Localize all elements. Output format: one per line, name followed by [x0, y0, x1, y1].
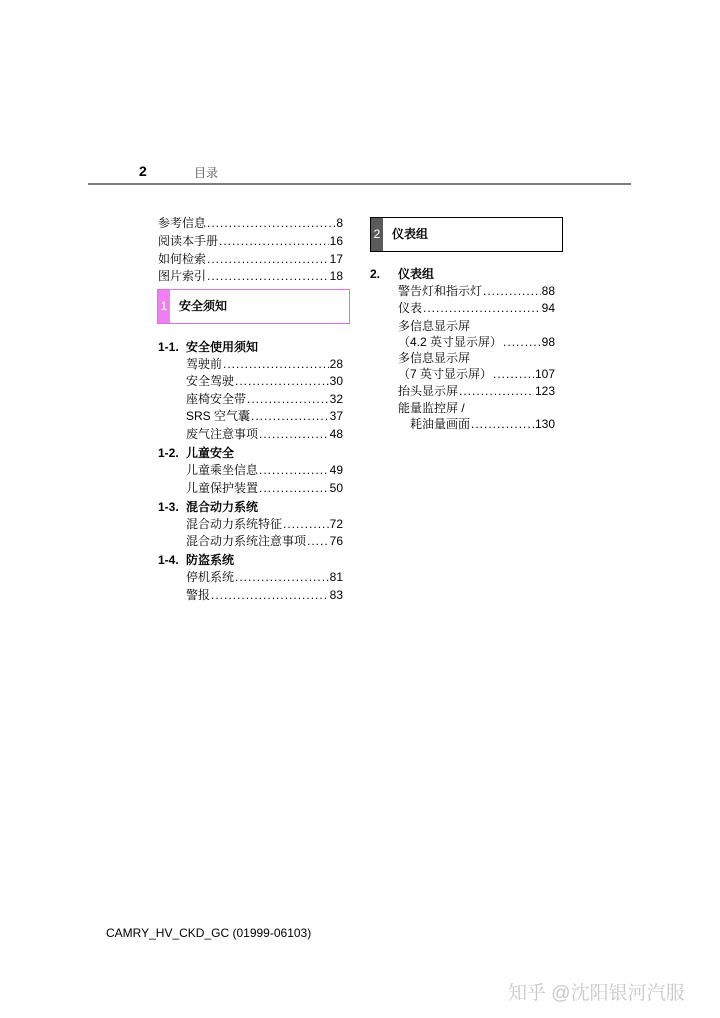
toc-entry[interactable] [398, 383, 555, 399]
leader-dots [219, 233, 329, 249]
section-number: 2. [370, 267, 381, 281]
toc-entry[interactable] [186, 426, 343, 442]
toc-entry-page: 94 [541, 301, 555, 315]
toc-entry[interactable] [186, 356, 343, 372]
leader-dots [307, 533, 329, 549]
leader-dots [207, 268, 329, 284]
toc-entry-page: 72 [329, 517, 343, 531]
toc-entry-page: 16 [329, 234, 343, 248]
section-number: 1-2. [158, 446, 179, 460]
page-number: 2 [139, 163, 147, 179]
section-title: 儿童安全 [186, 446, 235, 460]
toc-entry[interactable] [186, 569, 343, 585]
toc-entry-label: 儿童乘坐信息 [186, 463, 259, 477]
toc-entry-label: 仪表 [398, 301, 423, 315]
leader-dots [493, 366, 534, 382]
section-heading-1-3[interactable] [158, 499, 258, 515]
leader-dots [207, 215, 335, 231]
chapter-2-tab: 2 [371, 218, 383, 251]
toc-entry-label: （7 英寸显示屏） [398, 367, 493, 381]
toc-entry-page: 30 [329, 374, 343, 388]
toc-entry-reference[interactable] [158, 215, 343, 231]
toc-entry-page: 49 [329, 463, 343, 477]
section-number: 1-3. [158, 500, 179, 514]
toc-entry-reading[interactable] [158, 233, 343, 249]
toc-entry-page: 17 [329, 252, 343, 266]
toc-entry[interactable] [410, 416, 555, 432]
toc-entry-page: 32 [329, 392, 343, 406]
toc-entry[interactable] [186, 373, 343, 389]
section-heading-1-1[interactable] [158, 339, 258, 355]
toc-entry[interactable] [398, 366, 555, 382]
leader-dots [423, 300, 541, 316]
toc-entry[interactable] [186, 408, 343, 424]
toc-entry-label: 座椅安全带 [186, 392, 247, 406]
section-heading-1-4[interactable] [158, 552, 234, 568]
toc-entry[interactable] [186, 533, 343, 549]
leader-dots [471, 416, 534, 432]
toc-entry-label: 警报 [186, 588, 211, 602]
leader-dots [483, 283, 541, 299]
leader-dots [223, 356, 329, 372]
toc-entry[interactable] [398, 300, 555, 316]
toc-entry-label: 抬头显示屏 [398, 384, 459, 398]
toc-entry-label: 驾驶前 [186, 357, 223, 371]
chapter-2-title: 仪表组 [392, 227, 429, 241]
section-number: 1-1. [158, 340, 179, 354]
toc-entry-page: 83 [329, 588, 343, 602]
toc-entry-label: 儿童保护装置 [186, 481, 259, 495]
toc-entry-label: 混合动力系统注意事项 [186, 534, 307, 548]
section-heading-1-2[interactable] [158, 445, 234, 461]
toc-entry-page: 37 [329, 409, 343, 423]
toc-entry-label: 警告灯和指示灯 [398, 284, 483, 298]
page-header-title: 目录 [194, 166, 219, 180]
leader-dots [235, 569, 329, 585]
toc-entry-label: （4.2 英寸显示屏） [398, 335, 503, 349]
toc-entry-label-line1: 多信息显示屏 [398, 351, 471, 365]
leader-dots [459, 383, 534, 399]
toc-entry-page: 28 [329, 357, 343, 371]
toc-entry-label: 阅读本手册 [158, 234, 219, 248]
toc-entry-label: 图片索引 [158, 269, 207, 283]
section-title: 防盗系统 [186, 553, 235, 567]
toc-entry-label-line1: 能量监控屏 / [398, 401, 465, 415]
chapter-2-box[interactable] [370, 217, 563, 252]
toc-entry-page: 18 [329, 269, 343, 283]
chapter-1-tab: 1 [158, 290, 170, 323]
watermark-text: 知乎 @沈阳银河汽服 [508, 983, 685, 1004]
leader-dots [283, 516, 329, 532]
toc-entry-page: 88 [541, 284, 555, 298]
toc-entry[interactable] [398, 334, 555, 350]
toc-entry-label: 停机系统 [186, 570, 235, 584]
section-title: 混合动力系统 [186, 500, 259, 514]
toc-entry-label: 废气注意事项 [186, 427, 259, 441]
toc-entry-label: 安全驾驶 [186, 374, 235, 388]
toc-entry[interactable] [186, 587, 343, 603]
toc-entry-page: 107 [534, 367, 555, 381]
toc-entry-page: 98 [541, 335, 555, 349]
toc-entry-label: 耗油量画面 [410, 417, 471, 431]
toc-entry-search[interactable] [158, 251, 343, 267]
toc-entry-page: 50 [329, 481, 343, 495]
header-rule [88, 183, 631, 185]
leader-dots [207, 251, 329, 267]
toc-entry-page: 123 [534, 384, 555, 398]
leader-dots [259, 462, 329, 478]
toc-entry[interactable] [186, 462, 343, 478]
leader-dots [247, 391, 329, 407]
toc-entry[interactable] [186, 516, 343, 532]
toc-entry-page: 48 [329, 427, 343, 441]
toc-entry-label: 参考信息 [158, 216, 207, 230]
toc-entry-picture-index[interactable] [158, 268, 343, 284]
toc-entry-label: 混合动力系统特征 [186, 517, 283, 531]
toc-entry-page: 81 [329, 570, 343, 584]
section-title: 仪表组 [398, 267, 435, 281]
toc-entry-page: 130 [534, 417, 555, 431]
chapter-1-box[interactable] [157, 289, 350, 324]
section-heading-2[interactable] [370, 266, 434, 282]
leader-dots [211, 587, 329, 603]
toc-entry-label-line1: 多信息显示屏 [398, 319, 471, 333]
toc-entry[interactable] [186, 480, 343, 496]
leader-dots [235, 373, 329, 389]
leader-dots [503, 334, 541, 350]
footer-document-code: CAMRY_HV_CKD_GC (01999-06103) [106, 926, 312, 940]
toc-entry-page: 76 [329, 534, 343, 548]
chapter-1-title: 安全须知 [179, 299, 228, 313]
leader-dots [251, 408, 329, 424]
toc-entry-label: SRS 空气囊 [186, 409, 251, 423]
toc-entry[interactable] [398, 283, 555, 299]
section-number: 1-4. [158, 553, 179, 567]
section-title: 安全使用须知 [186, 340, 259, 354]
leader-dots [259, 426, 329, 442]
toc-entry[interactable] [186, 391, 343, 407]
toc-entry-page: 8 [336, 216, 343, 230]
leader-dots [259, 480, 329, 496]
toc-entry-label: 如何检索 [158, 252, 207, 266]
